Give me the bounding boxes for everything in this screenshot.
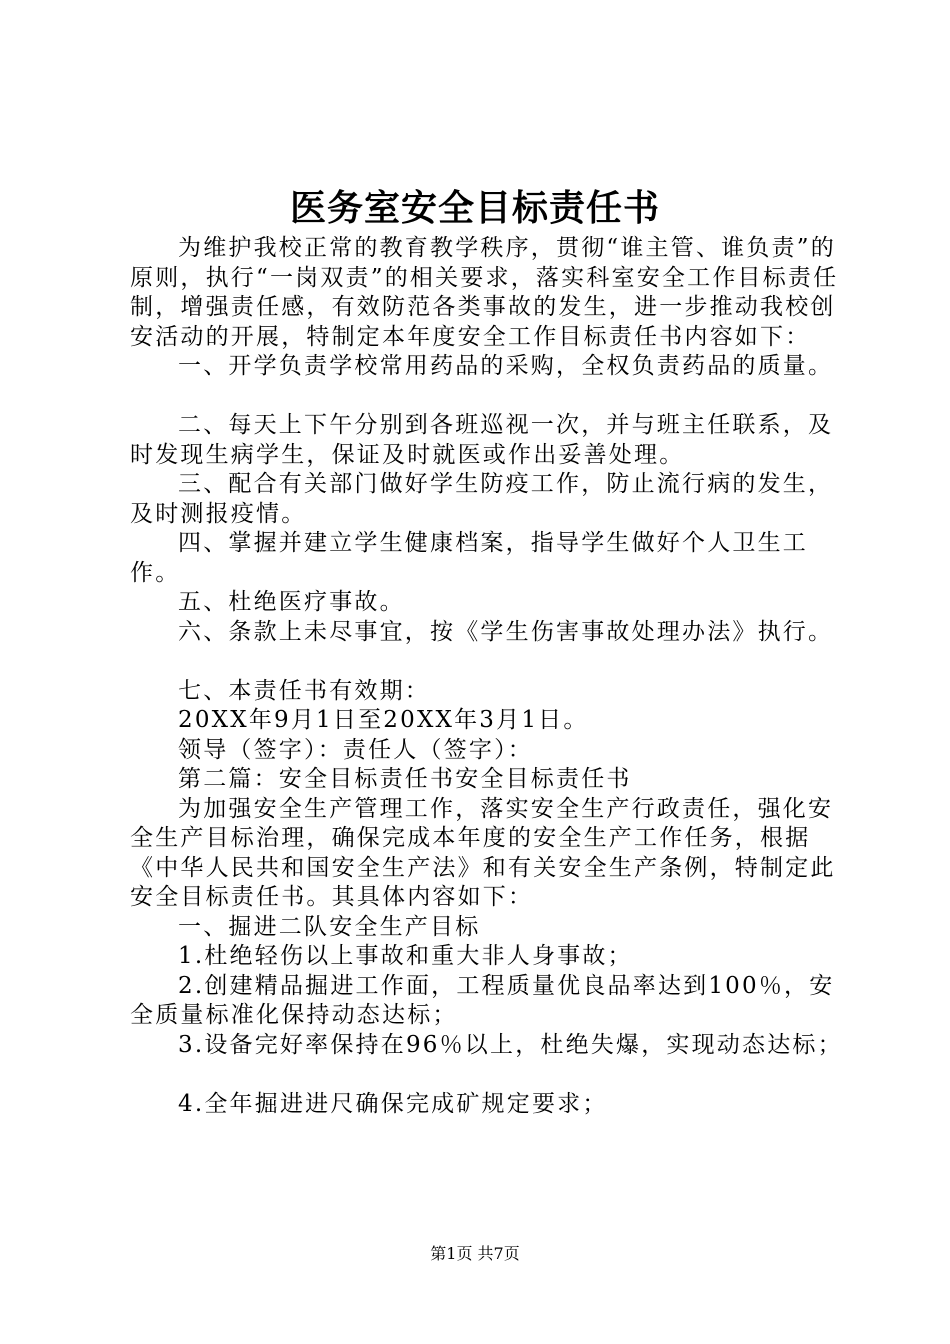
blank-line (130, 647, 850, 677)
paragraph-item-4: 四、掌握并建立学生健康档案，指导学生做好个人卫生工作。 (130, 530, 808, 586)
document-body (130, 234, 850, 1119)
paragraph-intro: 为维护我校正常的教育教学秩序，贯彻“谁主管、谁负责”的原则，执行“一岗双责”的相关要求，落实科室安全工作目标责任制，增强责任感，有效防范各类事故的发生，进一步推动我校创安活动的开展，特制定本年度安全工作目标责任书内容如下： (130, 235, 839, 350)
paragraph-item-2: 二、每天上下午分别到各班巡视一次，并与班主任联系，及时发现生病学生，保证及时就医或作出妥善处理。 (130, 412, 834, 468)
paragraph-goal-4: 4.全年掘进进尺确保完成矿规定要求； (178, 1090, 608, 1117)
blank-line (130, 382, 850, 412)
page-footer: 第1页 共7页 (430, 1244, 520, 1263)
paragraph-item-1: 一、开学负责学校常用药品的采购，全权负责药品的质量。 (178, 353, 834, 379)
paragraph-section-heading: 一、掘进二队安全生产目标 (178, 913, 481, 940)
paragraph-chapter-two-intro: 为加强安全生产管理工作，落实安全生产行政责任，强化安全生产目标治理，确保完成本年度的安全生产工作任务，根据《中华人民共和国安全生产法》和有关安全生产条例，特制定此安全目标责任书。其具体内容如下： (130, 795, 836, 910)
document-title: 医务室安全目标责任书 (289, 187, 660, 229)
paragraph-item-5: 五、杜绝医疗事故。 (178, 589, 405, 615)
paragraph-goal-3: 3.设备完好率保持在96％以上，杜绝失爆，实现动态达标； (178, 1031, 843, 1058)
paragraph-goal-2: 2.创建精品掘进工作面，工程质量优良品率达到100％，安全质量标准化保持动态达标； (130, 972, 835, 1028)
paragraph-signatures: 领导（签字）：责任人（签字）： (178, 736, 533, 763)
paragraph-item-7: 七、本责任书有效期： (178, 677, 430, 704)
paragraph-goal-1: 1.杜绝轻伤以上事故和重大非人身事故； (178, 943, 633, 969)
paragraph-item-3: 三、配合有关部门做好学生防疫工作，防止流行病的发生，及时测报疫情。 (130, 471, 834, 527)
paragraph-validity-period: 20XX年9月1日至20XX年3月1日。 (178, 707, 589, 733)
paragraph-item-6: 六、条款上未尽事宜，按《学生伤害事故处理办法》执行。 (178, 618, 834, 645)
blank-line (130, 1060, 850, 1090)
paragraph-chapter-two-heading: 第二篇：安全目标责任书安全目标责任书 (178, 766, 632, 792)
